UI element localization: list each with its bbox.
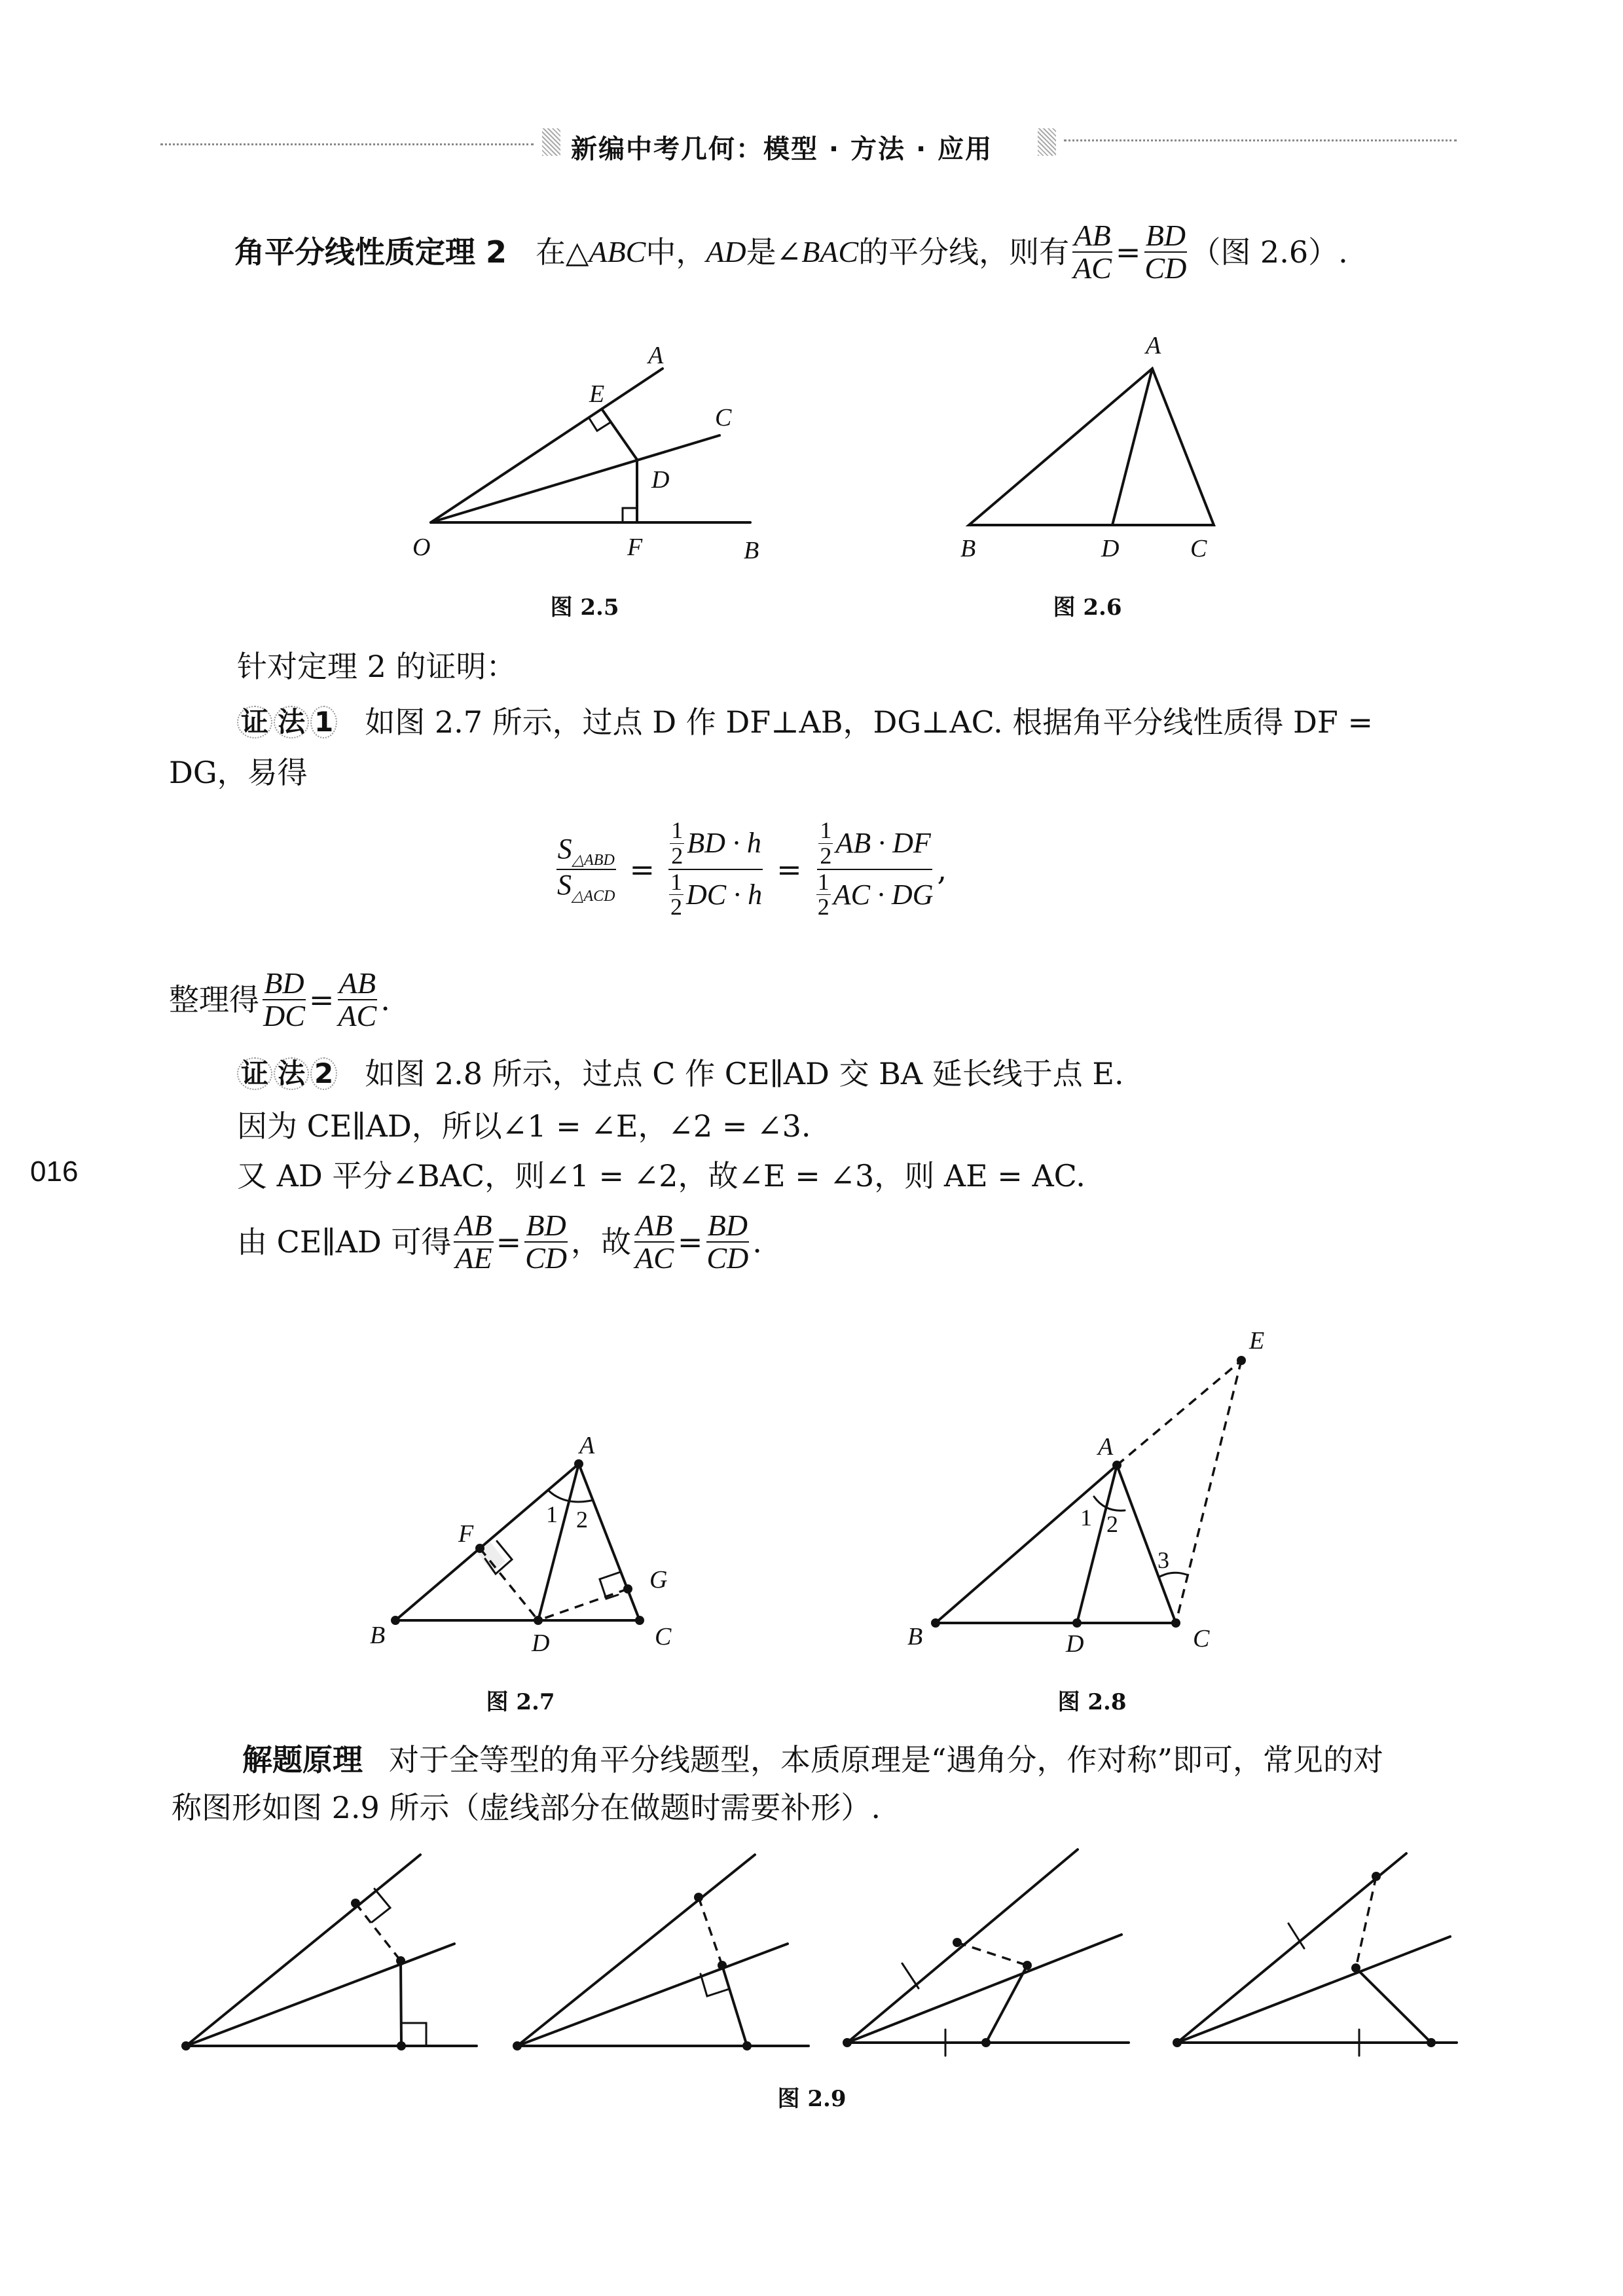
figure-caption-2-5: 图 2.5	[550, 594, 619, 621]
label-b: B	[744, 537, 759, 564]
label-d: D	[1066, 1630, 1084, 1658]
denominator: AE	[455, 1241, 492, 1275]
triangle-abc	[969, 369, 1214, 525]
label-g: G	[649, 1566, 668, 1594]
bisector-ad	[1112, 369, 1152, 525]
figure-2-9-sub-2	[513, 1855, 809, 2050]
label-d: D	[532, 1630, 550, 1657]
vertex-point	[513, 2041, 522, 2050]
denominator: 2	[820, 842, 832, 869]
numerator: AB	[455, 1209, 492, 1242]
segment-de	[602, 410, 637, 460]
denominator: CD	[706, 1241, 749, 1275]
method-2-line-2: 因为 CE∥AD，所以∠1 = ∠E，∠2 = ∠3.	[237, 1108, 811, 1144]
conclusion-text: 整理得	[169, 982, 259, 1018]
numerator: 1	[817, 868, 830, 895]
equals-sign: =	[677, 1224, 703, 1260]
numerator: 1	[670, 868, 683, 895]
denominator: 2	[817, 894, 830, 920]
page-number: 016	[30, 1156, 79, 1188]
label-b: B	[907, 1623, 923, 1650]
label-e: E	[1249, 1327, 1265, 1355]
label-c: C	[1190, 535, 1207, 562]
vertex-point	[1173, 2038, 1182, 2047]
point-b	[931, 1618, 940, 1628]
period: .	[380, 982, 390, 1018]
point-c	[1171, 1618, 1180, 1628]
formula-comma: ,	[937, 851, 947, 887]
expression: AC · DG	[833, 878, 934, 911]
proof-intro: 针对定理 2 的证明：	[237, 649, 517, 684]
point-a	[1112, 1461, 1122, 1470]
point	[718, 1961, 727, 1970]
badge-char: 2	[310, 1057, 337, 1090]
label-b: B	[370, 1622, 386, 1649]
ray-bisector	[847, 1935, 1122, 2043]
label-o: O	[412, 534, 431, 561]
ray-bisector	[1177, 1937, 1450, 2043]
point-b	[391, 1616, 400, 1625]
numerator: BD	[1145, 219, 1186, 252]
connector-dashed	[957, 1942, 1027, 1965]
label-a: A	[579, 1432, 595, 1459]
equals-sign: =	[1115, 234, 1141, 270]
denominator: AC	[338, 999, 377, 1033]
right-angle-mark	[401, 2023, 426, 2046]
equals-sign: =	[308, 982, 335, 1018]
side-ac	[1117, 1465, 1176, 1623]
equals-sign: =	[629, 851, 655, 887]
bisector-ad	[1077, 1465, 1117, 1623]
ray-upper	[517, 1855, 755, 2046]
point-d	[1072, 1618, 1082, 1628]
point	[953, 1938, 962, 1947]
point	[397, 2041, 406, 2050]
figure-caption-2-6: 图 2.6	[1053, 594, 1122, 621]
expression: BD · h	[687, 827, 761, 860]
point	[396, 1956, 405, 1965]
principle-text: 对于全等型的角平分线题型，本质原理是“遇角分，作对称”即可，常见的对	[389, 1742, 1384, 1777]
vertex-point	[843, 2038, 852, 2047]
figure-2-8	[907, 1327, 1264, 1658]
figure-2-7	[370, 1432, 672, 1657]
numerator: BD	[264, 966, 304, 1000]
denominator: CD	[525, 1241, 568, 1275]
label-c: C	[655, 1623, 672, 1650]
denominator: AC	[1073, 251, 1112, 285]
point-c	[635, 1616, 644, 1625]
point	[351, 1899, 360, 1908]
subscript: △ACD	[572, 887, 615, 905]
numerator: 1	[671, 817, 684, 843]
running-header-title: 新编中考几何：模型 · 方法 · 应用	[571, 134, 993, 164]
ray-oc-bisector	[431, 435, 720, 522]
label-c: C	[1193, 1625, 1210, 1652]
label-f: F	[458, 1520, 474, 1548]
denominator: DC	[263, 999, 305, 1033]
denominator: CD	[1144, 251, 1187, 285]
connector-solid	[1356, 1968, 1431, 2043]
point-f	[475, 1544, 484, 1553]
angle-label-2: 2	[1106, 1511, 1118, 1537]
side-ab	[936, 1465, 1117, 1623]
bisector-ad	[538, 1464, 579, 1620]
label-a: A	[1098, 1433, 1114, 1461]
theorem-text: 中，	[646, 234, 706, 270]
figure-reference: （图 2.6）.	[1190, 234, 1348, 270]
point	[1023, 1961, 1032, 1970]
angle-name: BAC	[801, 235, 859, 269]
triangle-name: ABC	[589, 235, 646, 269]
equals-sign: =	[496, 1224, 522, 1260]
label-f: F	[627, 534, 643, 561]
connector-solid	[986, 1965, 1027, 2043]
ray-bisector	[186, 1944, 454, 2046]
point-a	[574, 1459, 583, 1468]
label-a: A	[1146, 332, 1161, 359]
perpendicular-dg	[538, 1589, 628, 1620]
vertex-point	[181, 2041, 191, 2050]
denominator: AC	[635, 1241, 674, 1275]
segment-name: AD	[706, 235, 746, 269]
point-e	[1237, 1356, 1246, 1365]
badge-char: 证	[237, 1057, 272, 1090]
point	[1351, 1963, 1360, 1973]
angle-label-3: 3	[1158, 1547, 1169, 1573]
period: .	[752, 1224, 762, 1260]
principle-label: 解题原理	[242, 1742, 363, 1777]
angle-label-2: 2	[576, 1506, 588, 1533]
label-c: C	[715, 404, 732, 431]
figure-2-5	[412, 342, 759, 564]
perpendicular-dashed	[356, 1903, 401, 1961]
ray-upper	[847, 1850, 1078, 2043]
subscript: △ABD	[572, 851, 615, 869]
connector-dashed	[1356, 1876, 1376, 1968]
conclusion-text: ，故	[571, 1224, 632, 1260]
figure-2-9-sub-4	[1173, 1853, 1457, 2056]
numerator: AB	[1074, 219, 1111, 252]
numerator: BD	[526, 1209, 566, 1242]
segment-ce	[1176, 1360, 1241, 1623]
angle-arc-c	[1159, 1573, 1186, 1577]
method-2-text: 如图 2.8 所示，过点 C 作 CE∥AD 交 BA 延长线于点 E.	[365, 1056, 1124, 1091]
label-d: D	[1101, 535, 1120, 562]
principle-line-2: 称图形如图 2.9 所示（虚线部分在做题时需要补形）.	[172, 1790, 881, 1825]
equal-tick-mark	[902, 1963, 919, 1988]
badge-char: 1	[310, 706, 337, 738]
denominator: $S_{\triangle ACD}$	[557, 868, 615, 905]
equals-sign: =	[776, 851, 802, 887]
theorem-text: 是∠	[746, 234, 802, 270]
method-1-text: 如图 2.7 所示，过点 D 作 DF⊥AB，DG⊥AC. 根据角平分线性质得 DF =	[365, 704, 1373, 740]
badge-char: 法	[274, 706, 309, 738]
conclusion-text: 由 CE∥AD 可得	[237, 1224, 452, 1260]
theorem-text: 在△	[536, 234, 589, 270]
figure-2-9-sub-1	[181, 1855, 477, 2050]
side-ab	[395, 1464, 579, 1620]
theorem-text: 的平分线，则有	[858, 234, 1070, 270]
figure-2-9-sub-3	[843, 1850, 1129, 2056]
figure-caption-2-9: 图 2.9	[777, 2086, 847, 2112]
label-e: E	[589, 380, 605, 408]
label-d: D	[651, 466, 670, 494]
label-a: A	[648, 342, 664, 369]
extension-ae	[1117, 1360, 1241, 1465]
ray-upper	[1177, 1853, 1406, 2043]
right-angle-mark-f	[623, 508, 637, 522]
denominator: 2	[670, 894, 683, 920]
angle-label-1: 1	[546, 1501, 558, 1527]
angle-label-1: 1	[1080, 1504, 1092, 1531]
point-g	[623, 1584, 632, 1594]
figure-caption-2-8: 图 2.8	[1057, 1689, 1127, 1715]
figure-caption-2-7: 图 2.7	[486, 1689, 555, 1715]
ray-bisector	[517, 1944, 788, 2046]
point	[694, 1893, 703, 1902]
point	[1372, 1872, 1381, 1881]
badge-char: 法	[274, 1057, 309, 1090]
badge-char: 证	[237, 706, 272, 738]
method-1-line-2: DG，易得	[169, 755, 308, 790]
figure-2-6	[960, 332, 1214, 562]
expression: AB · DF	[835, 827, 931, 860]
theorem-label: 角平分线性质定理 2	[234, 234, 507, 270]
method-2-line-3: 又 AD 平分∠BAC，则∠1 = ∠2，故∠E = ∠3，则 AE = AC.	[237, 1158, 1085, 1194]
numerator: AB	[338, 966, 376, 1000]
numerator: BD	[707, 1209, 748, 1242]
denominator: 2	[671, 842, 684, 869]
perpendicular-dashed	[699, 1897, 722, 1965]
expression: DC · h	[686, 878, 763, 911]
perpendicular-solid	[722, 1965, 747, 2046]
point	[981, 2038, 991, 2047]
point	[742, 2041, 752, 2050]
ray-upper	[186, 1855, 420, 2046]
point-d	[534, 1616, 543, 1625]
numerator: $S_{\triangle ABD}$	[556, 834, 616, 870]
numerator: AB	[636, 1209, 673, 1242]
point	[1427, 2038, 1436, 2047]
right-angle-mark	[372, 1889, 390, 1922]
numerator: 1	[820, 817, 832, 843]
label-b: B	[960, 535, 976, 562]
right-angle-mark-e	[589, 418, 610, 431]
